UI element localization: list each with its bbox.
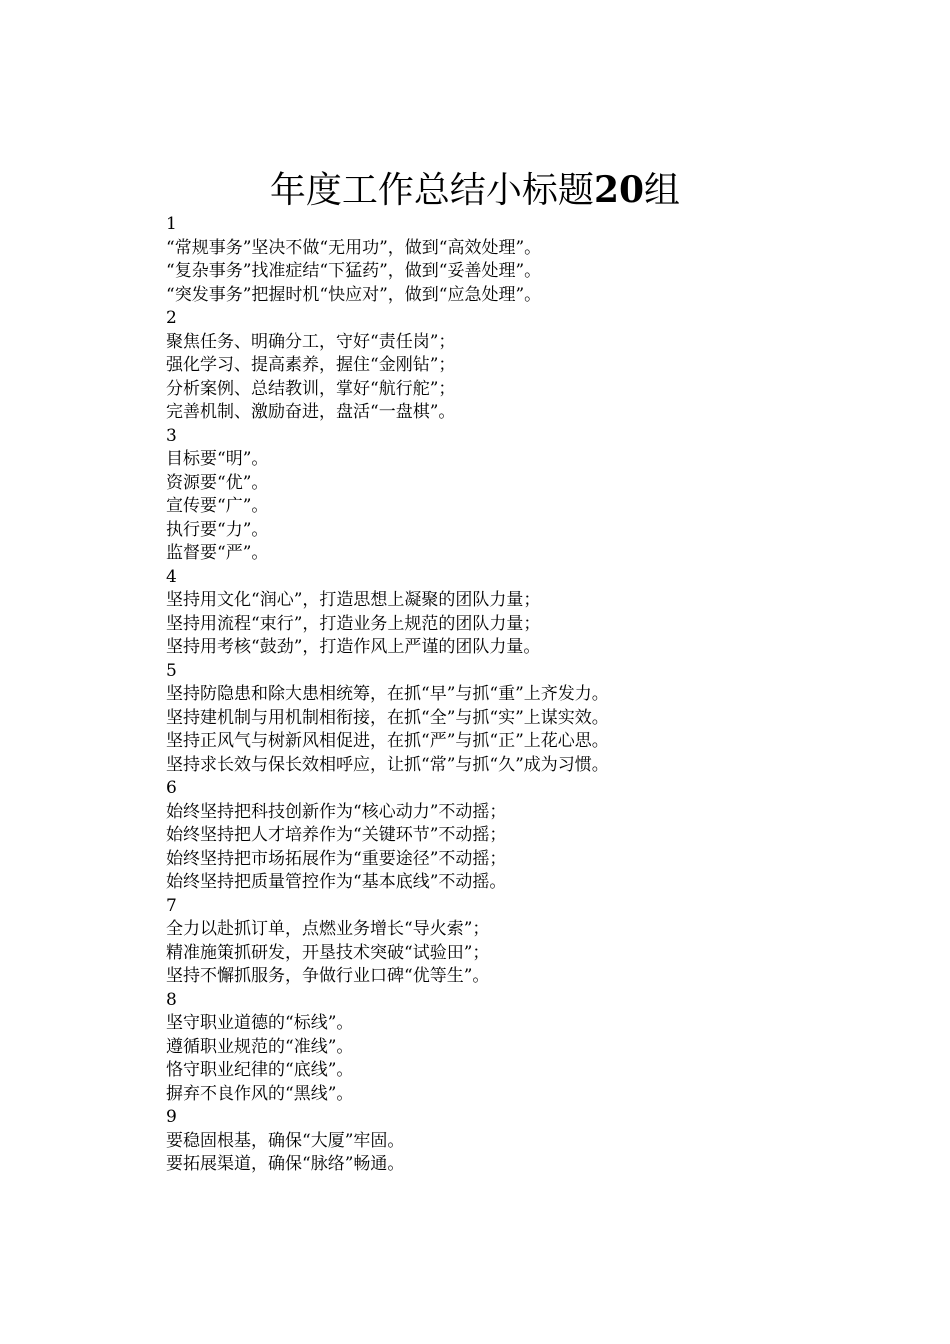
- group-line: 完善机制、激励奋进，盘活“一盘棋”。: [166, 402, 456, 422]
- group-line: 坚持正风气与树新风相促进，在抓“严”与抓“正”上花心思。: [166, 731, 609, 751]
- group-number: 7: [166, 895, 177, 916]
- group-number: 8: [166, 989, 177, 1010]
- group-number: 9: [166, 1107, 177, 1127]
- group-line: 执行要“力”。: [166, 519, 269, 540]
- group-line: 遵循职业规范的“准线”。: [166, 1036, 354, 1057]
- group-line: 坚持防隐患和除大患相统筹，在抓“早”与抓“重”上齐发力。: [166, 684, 609, 704]
- group-line: 坚持建机制与用机制相衔接，在抓“全”与抓“实”上谋实效。: [166, 707, 609, 728]
- group-line: 始终坚持把人才培养作为“关键环节”不动摇；: [166, 825, 507, 845]
- group-line: 坚持用流程“束行”，打造业务上规范的团队力量；: [166, 613, 541, 634]
- title-suffix: 组: [644, 170, 681, 211]
- group-number: 5: [166, 660, 177, 681]
- group-number: 1: [166, 214, 177, 234]
- group-line: 分析案例、总结教训，掌好“航行舵”；: [166, 378, 456, 399]
- group-line: 坚守职业道德的“标线”。: [166, 1013, 354, 1033]
- group-line: 始终坚持把科技创新作为“核心动力”不动摇；: [166, 801, 507, 822]
- title-text: 年度工作总结小标题: [269, 170, 594, 211]
- group-line: 坚持不懈抓服务，争做行业口碑“优等生”。: [166, 966, 490, 986]
- group-line: “常规事务”坚决不做“无用功”，做到“高效处理”。: [166, 237, 542, 258]
- group-line: 目标要“明”。: [166, 449, 269, 469]
- group-number: 4: [166, 566, 177, 587]
- group-line: 精准施策抓研发，开垦技术突破“试验田”；: [166, 942, 490, 963]
- group-line: 恪守职业纪律的“底线”。: [166, 1060, 354, 1080]
- group-number: 6: [166, 778, 177, 798]
- group-line: 全力以赴抓订单，点燃业务增长“导火索”；: [166, 919, 490, 939]
- group-line: 坚持求长效与保长效相呼应，让抓“常”与抓“久”成为习惯。: [166, 754, 609, 775]
- group-line: 宣传要“广”。: [166, 496, 269, 516]
- group-line: 资源要“优”。: [166, 472, 269, 493]
- title-number: 20: [593, 169, 645, 211]
- group-line: 监督要“严”。: [166, 543, 269, 563]
- page-title: [0, 166, 950, 215]
- group-number: 3: [166, 425, 177, 446]
- group-line: 坚持用考核“鼓劲”，打造作风上严谨的团队力量。: [166, 637, 541, 657]
- group-number: 2: [166, 308, 177, 328]
- document-body: [166, 213, 936, 1177]
- group-line: 摒弃不良作风的“黑线”。: [166, 1083, 354, 1104]
- group-line: 聚焦任务、明确分工，守好“责任岗”；: [166, 331, 456, 352]
- group-line: 坚持用文化“润心”，打造思想上凝聚的团队力量；: [166, 590, 541, 610]
- group-line: 始终坚持把质量管控作为“基本底线”不动摇。: [166, 872, 507, 892]
- group-line: 要稳固根基，确保“大厦”牢固。: [166, 1130, 405, 1151]
- group-line: 要拓展渠道，确保“脉络”畅通。: [166, 1154, 405, 1174]
- group-line: “突发事务”把握时机“快应对”，做到“应急处理”。: [166, 284, 542, 305]
- group-line: 强化学习、提高素养，握住“金刚钻”；: [166, 355, 456, 375]
- group-line: 始终坚持把市场拓展作为“重要途径”不动摇；: [166, 848, 507, 869]
- group-line: “复杂事务”找准症结“下猛药”，做到“妥善处理”。: [166, 261, 542, 281]
